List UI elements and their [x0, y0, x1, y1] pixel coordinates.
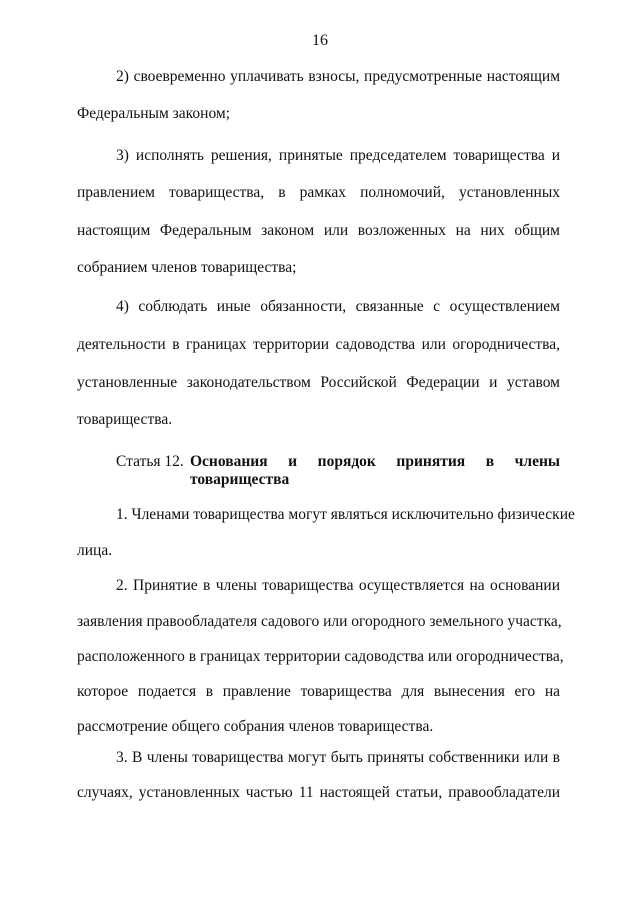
text-line: 1. Членами товарищества могут являться исключительно физические — [116, 506, 575, 523]
text-line: рассмотрение общего собрания членов товарищества. — [77, 718, 434, 735]
text-line: настоящим Федеральным законом или возложенных на них общим — [77, 222, 560, 239]
text-line: лица. — [77, 542, 113, 559]
text-line: 3. В члены товарищества могут быть приняты собственники или в — [116, 749, 560, 766]
article-label: Статья 12. — [116, 453, 184, 470]
text-line: 2. Принятие в члены товарищества осуществляется на основании — [116, 577, 560, 594]
text-line: правлением товарищества, в рамках полномочий, установленных — [77, 184, 560, 201]
text-line: товарищества. — [77, 411, 173, 428]
text-line: заявления правообладателя садового или огородного земельного участка, — [77, 613, 562, 630]
text-line: деятельности в границах территории садоводства или огородничества, — [77, 336, 560, 353]
text-line: Федеральным законом; — [77, 105, 231, 122]
article-title-line: Основания и порядок принятия в члены — [190, 453, 560, 470]
text-line: 2) своевременно уплачивать взносы, предусмотренные настоящим — [116, 68, 560, 85]
text-line: 4) соблюдать иные обязанности, связанные с осуществлением — [116, 298, 560, 315]
text-line: собранием членов товарищества; — [77, 259, 297, 276]
text-line: расположенного в границах территории садоводства или огородничества, — [77, 648, 564, 665]
text-line: которое подается в правление товарищества для вынесения его на — [77, 683, 560, 700]
text-line: установленные законодательством Российской Федерации и уставом — [77, 374, 560, 391]
text-line: 3) исполнять решения, принятые председателем товарищества и — [116, 147, 560, 164]
page-number: 16 — [312, 32, 328, 49]
text-line: случаях, установленных частью 11 настоящей статьи, правообладатели — [77, 784, 560, 801]
article-title-line: товарищества — [190, 471, 290, 488]
